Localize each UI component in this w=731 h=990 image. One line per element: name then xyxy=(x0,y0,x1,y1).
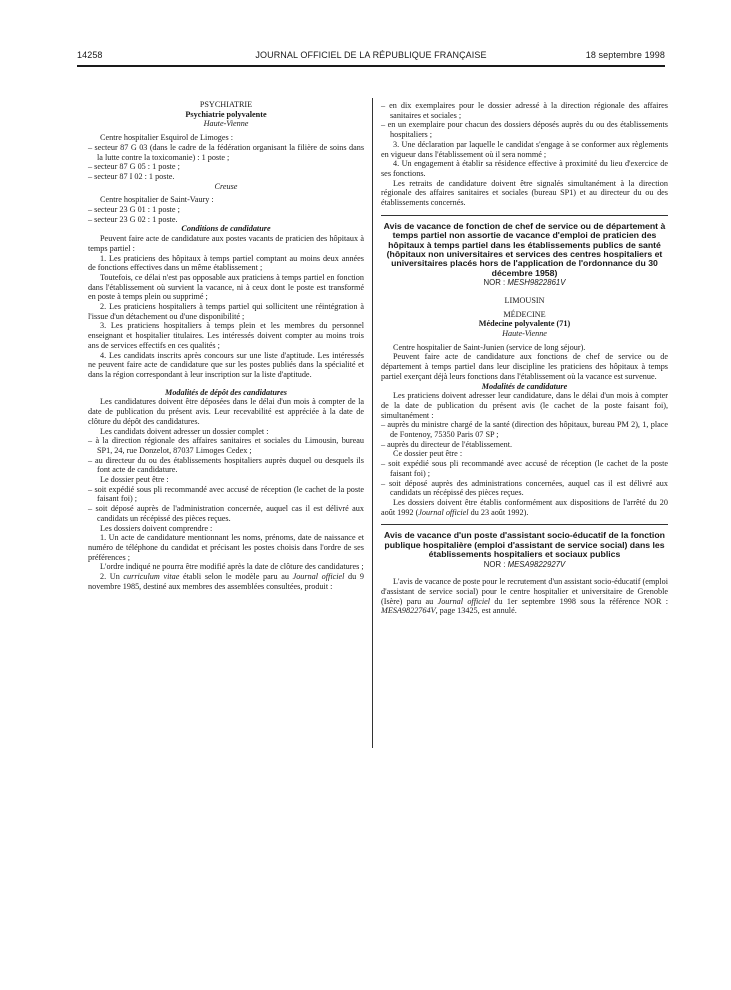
issue-date: 18 septembre 1998 xyxy=(585,50,665,60)
paragraph: Toutefois, ce délai n'est pas opposable aux praticiens à temps partiel en fonction dans l'établissement où survient la vacance, ni à ceux dont le poste est transformé en poste à temps plein ou supprimé ; xyxy=(88,272,364,302)
paragraph: Peuvent faire acte de candidature aux postes vacants de praticien des hôpitaux à temps partiel : xyxy=(88,234,364,253)
journal-title: JOURNAL OFFICIEL DE LA RÉPUBLIQUE FRANÇAISE xyxy=(255,50,487,60)
paragraph: Les praticiens doivent adresser leur candidature, dans le délai d'un mois à compter de la date de publication du présent avis (le cachet de la poste faisant foi), simultanément : xyxy=(381,391,668,420)
list-item: – secteur 23 G 01 : 1 poste ; xyxy=(88,205,180,215)
section-heading: Modalités de candidature xyxy=(481,381,568,391)
list-item: – soit expédié sous pli recommandé avec accusé de réception (le cachet de la poste faisant foi) ; xyxy=(88,484,364,504)
section-heading: Conditions de candidature xyxy=(181,224,271,234)
hospital-name: Centre hospitalier Esquirol de Limoges : xyxy=(100,133,234,143)
region-heading: Haute-Vienne xyxy=(502,328,547,338)
paragraph-cv: 2. Un curriculum vitae établi selon le modèle paru au Journal officiel du 9 novembre 1985, destiné aux membres des assemblées consultées, produit : xyxy=(88,572,364,591)
column-divider xyxy=(372,98,373,748)
header-rule xyxy=(77,65,665,67)
list-item: – au directeur du ou des établissements hospitaliers auprès duquel ou desquels ils font acte de candidature. xyxy=(88,455,364,475)
paragraph: 1. Les praticiens des hôpitaux à temps partiel comptant au moins deux années de fonctions effectives dans un même établissement ; xyxy=(88,253,364,273)
section-separator xyxy=(381,524,668,525)
list-item: – secteur 87 I 02 : 1 poste. xyxy=(88,171,175,181)
paragraph-final: Les dossiers doivent être établis conformément aux dispositions de l'arrêté du 20 août 1992 (Journal officiel du 23 août 1992). xyxy=(381,497,668,517)
paragraph: Les retraits de candidature doivent être signalés simultanément à la direction régionale des affaires sanitaires et sociales (bureau SP1) et au directeur du ou des établissements concernés. xyxy=(381,178,668,208)
paragraph: L'ordre indiqué ne pourra être modifié après la date de clôture des candidatures ; xyxy=(100,562,364,572)
hospital-name: Centre hospitalier de Saint-Vaury : xyxy=(100,195,214,205)
list-item: – en dix exemplaires pour le dossier adressé à la direction régionale des affaires sanitaires et sociales ; xyxy=(381,101,668,120)
nor-reference: NOR : MESA9822927V xyxy=(483,559,566,569)
paragraph: 3. Les praticiens hospitaliers à temps plein et les membres du personnel enseignant et hospitalier titulaires. Les intéressés doivent compter au moins trois ans de services effectifs en ces qualités ; xyxy=(88,321,364,350)
paragraph: Les candidats doivent adresser un dossier complet : xyxy=(100,426,269,436)
paragraph: Le dossier peut être : xyxy=(100,475,169,485)
paragraph: 3. Une déclaration par laquelle le candidat s'engage à se conformer aux règlements en vigueur dans l'établissement où il sera nommé ; xyxy=(381,139,668,159)
paragraph: 4. Un engagement à établir sa résidence effective à proximité du lieu d'exercice de ses fonctions. xyxy=(381,159,668,178)
specialty-heading: MÉDECINE xyxy=(503,309,546,319)
paragraph: Ce dossier peut être : xyxy=(393,449,463,459)
nor-reference: NOR : MESH9822861V xyxy=(483,278,566,288)
list-item: – secteur 87 G 03 (dans le cadre de la fédération organisant la filière de soins dans la lutte contre la toxicomanie) : 1 poste ; xyxy=(88,142,364,162)
region-heading: LIMOUSIN xyxy=(504,295,545,305)
paragraph: Les dossiers doivent comprendre : xyxy=(100,523,213,533)
sub-specialty-heading: Médecine polyvalente (71) xyxy=(478,319,571,329)
region-heading: Haute-Vienne xyxy=(203,119,249,129)
notice-title: Avis de vacance de fonction de chef de service ou de département à temps partiel non assortie de vacance d'emploi de praticien des hôpitaux à temps partiel dans les établissements publics de santé (hôpitaux non universitaires et services des centres hospitaliers et universitaires placés hors de l'application de l'ordonnance du 30 décembre 1958) xyxy=(383,220,666,278)
list-item: – secteur 87 G 05 : 1 poste ; xyxy=(88,162,180,172)
list-item: – auprès du directeur de l'établissement. xyxy=(381,439,513,449)
region-heading: Creuse xyxy=(214,181,238,191)
left-column xyxy=(88,100,364,591)
list-item: – secteur 23 G 02 : 1 poste. xyxy=(88,214,178,224)
specialty-heading: PSYCHIATRIE xyxy=(199,100,253,109)
section-heading: Modalités de dépôt des candidatures xyxy=(165,387,287,397)
paragraph-annulation: L'avis de vacance de poste pour le recrutement d'un assistant socio-éducatif (emploi d'assistant de service social) pour le centre hospitalier et universitaire de Grenoble (Isère) paru au Journal officiel du 1er septembre 1998 sous la référence NOR : MESA9822764V, page 13425, est annulé. xyxy=(381,577,668,616)
paragraph: Les candidatures doivent être déposées dans le délai d'un mois à compter de la date de publication du présent avis. Leur recevabilité est appréciée à la date de clôture du dépôt des candidatures. xyxy=(88,397,364,426)
page-number: 14258 xyxy=(77,50,103,60)
list-item: – en un exemplaire pour chacun des dossiers déposés auprès du ou des établissements hospitaliers ; xyxy=(381,120,668,140)
sub-specialty-heading: Psychiatrie polyvalente xyxy=(185,109,267,119)
list-item: – soit déposé auprès de l'administration concernée, auquel cas il est délivré aux candidats un récépissé des pièces reçues. xyxy=(88,504,364,523)
list-item: – auprès du ministre chargé de la santé (direction des hôpitaux, bureau PM 2), 1, place de Fontenoy, 75350 Paris 07 SP ; xyxy=(381,420,668,440)
paragraph: 2. Les praticiens hospitaliers à temps partiel qui sollicitent une réintégration à l'issue d'un détachement ou d'une disponibilité ; xyxy=(88,302,364,321)
paragraph: 4. Les candidats inscrits après concours sur une liste d'aptitude. Les intéressés ne peuvent faire acte de candidature que sur les postes publiés dans la spécialité et dans la région correspondant à leur inscription sur la liste d'aptitude. xyxy=(88,350,364,379)
section-separator xyxy=(381,215,668,216)
paragraph: Centre hospitalier de Saint-Junien (service de long séjour). xyxy=(393,342,586,352)
paragraph: 1. Un acte de candidature mentionnant les noms, prénoms, date de naissance et numéro de téléphone du candidat et précisant les postes choisis dans l'ordre de ses préférences ; xyxy=(88,533,364,562)
list-item: – à la direction régionale des affaires sanitaires et sociales du Limousin, bureau SP1, 24, rue Donzelot, 87037 Limoges Cedex ; xyxy=(88,436,364,455)
list-item: – soit expédié sous pli recommandé avec accusé de réception (le cachet de la poste faisant foi) ; xyxy=(381,459,668,478)
notice-title: Avis de vacance d'un poste d'assistant socio-éducatif de la fonction publique hospitalière (emploi d'assistant de service social) dans les établissements hospitaliers et sociaux publics xyxy=(384,530,665,560)
list-item: – soit déposé auprès des administrations concernées, auquel cas il est délivré aux candidats un récépissé des pièces reçues. xyxy=(381,478,668,498)
right-column xyxy=(381,101,668,616)
paragraph: Peuvent faire acte de candidature aux fonctions de chef de service ou de département à temps partiel dans leur discipline les praticiens des hôpitaux à temps partiel exerçant déjà leurs fonctions dans l'établissement où la vacance est survenue. xyxy=(381,352,668,381)
page-header xyxy=(77,50,665,66)
